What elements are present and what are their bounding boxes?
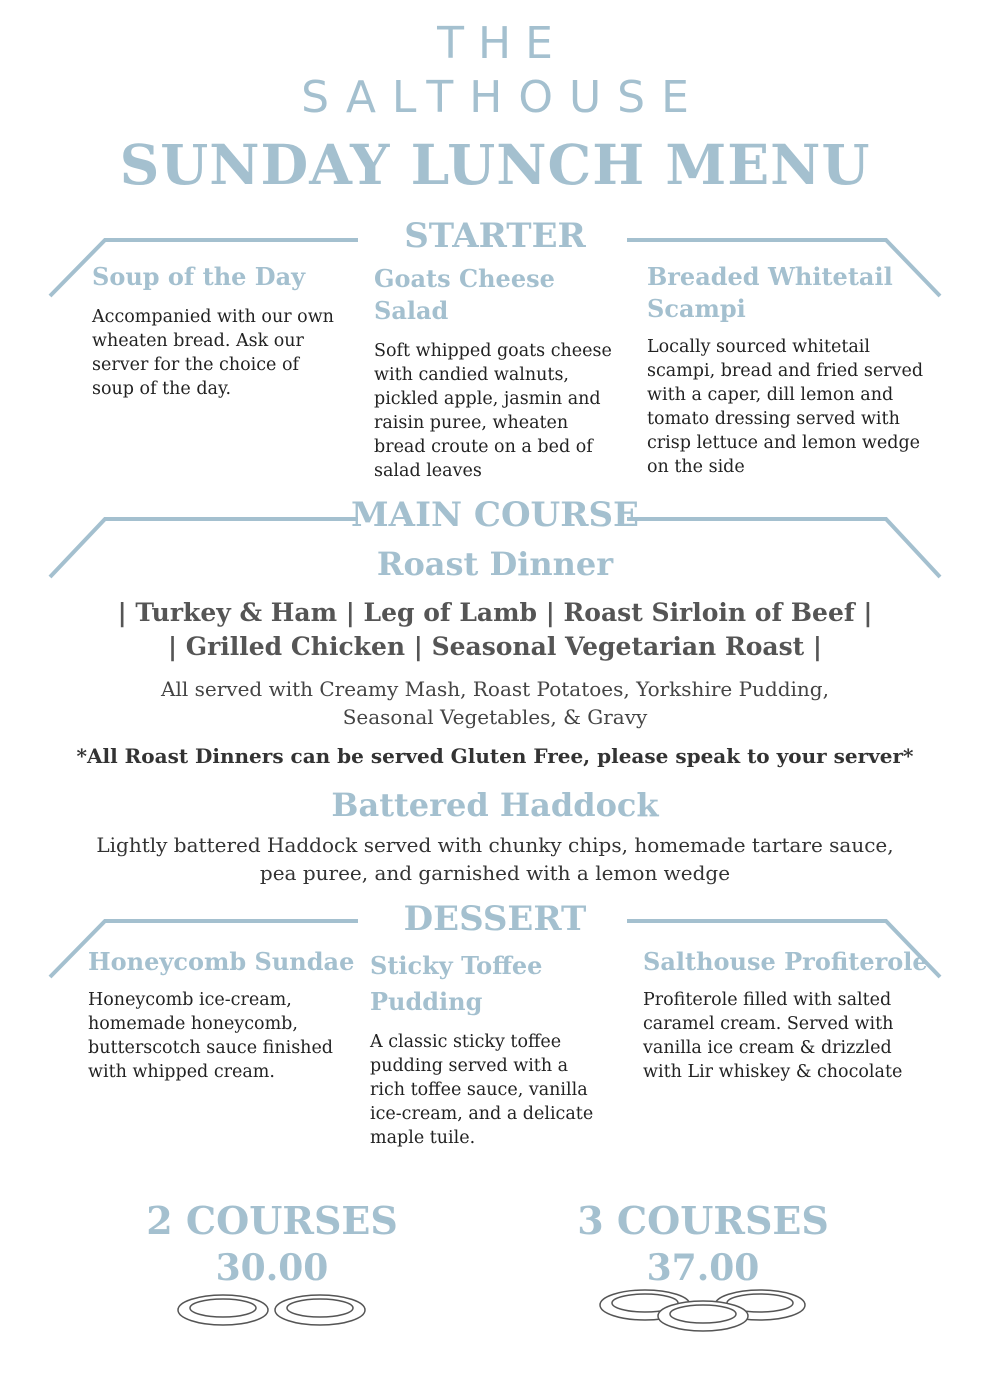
desc-line: pudding served with a [370,1056,569,1076]
dessert-heading: DESSERT [403,899,587,939]
plate-icon [178,1295,268,1325]
menu-title: SUNDAY LUNCH MENU [119,132,871,197]
price-value: 37.00 [646,1247,760,1289]
plate-icon [658,1301,748,1331]
desc-line: with a caper, dill lemon and [647,385,894,405]
haddock-desc-line-1: Lightly battered Haddock served with chunky chips, homemade tartare sauce, [96,833,894,857]
haddock-desc-line-2: pea puree, and garnished with a lemon wedge [259,861,731,885]
item-description [643,988,943,1084]
desc-line: caramel cream. Served with [643,1014,894,1034]
item-description [370,1030,620,1150]
desc-line: soup of the day. [92,379,232,399]
desc-line: Profiterole filled with salted [643,990,892,1010]
desc-line: vanilla ice cream & drizzled [643,1038,892,1058]
item-description [374,339,634,483]
roast-served-line-1: All served with Creamy Mash, Roast Potatoes, Yorkshire Pudding, [161,677,829,701]
item-title: Honeycomb Sundae [88,947,355,976]
desc-line: server for the choice of [92,355,299,375]
title-line: Breaded Whitetail [647,262,893,291]
starter-item-soup [92,261,362,401]
title-line: Scampi [647,294,746,323]
roast-options-line-1: | Turkey & Ham | Leg of Lamb | Roast Sirloin of Beef | [117,598,873,627]
roast-options-line-2: | Grilled Chicken | Seasonal Vegetarian Roast | [167,632,823,661]
dessert-item-honeycomb [88,946,358,1084]
desc-line: A classic sticky toffee [370,1032,562,1052]
desc-line: salad leaves [374,461,482,481]
desc-line: Honeycomb ice-cream, [88,990,292,1010]
logo-salthouse: SALTHOUSE [301,72,705,123]
haddock-title: Battered Haddock [331,786,659,824]
plates-3-icon [592,1283,814,1339]
desc-line: tomato dressing served with [647,409,900,429]
title-line: Pudding [370,987,483,1016]
item-title: Soup of the Day [92,262,306,291]
price-block-2-courses [122,1198,422,1289]
main-course-heading: MAIN COURSE [351,495,639,535]
item-title [370,948,620,1020]
dessert-item-profiterole [643,946,943,1084]
logo-the: THE [437,18,567,69]
desc-line: raisin puree, wheaten [374,413,569,433]
item-title: Salthouse Profiterole [643,947,928,976]
desc-line: Accompanied with our own [92,307,334,327]
item-title: Goats Cheese Salad [374,264,555,325]
desc-line: with Lir whiskey & chocolate [643,1062,903,1082]
desc-line: bread croute on a bed of [374,437,593,457]
gluten-free-note: *All Roast Dinners can be served Gluten Free, please speak to your server* [76,744,914,768]
price-block-3-courses [553,1198,853,1289]
price-label: 3 COURSES [577,1198,829,1243]
desc-line: wheaten bread. Ask our [92,331,304,351]
desc-line: Soft whipped goats cheese [374,341,612,361]
starter-item-scampi [647,261,947,479]
title-line: Sticky Toffee [370,951,543,980]
dessert-item-sticky-toffee [370,948,620,1150]
price-value: 30.00 [215,1247,329,1289]
item-description [88,988,358,1084]
desc-line: maple tuile. [370,1128,476,1148]
desc-line: scampi, bread and fried served [647,361,924,381]
roast-served-line-2: Seasonal Vegetables, & Gravy [342,705,648,729]
item-description [647,335,947,479]
item-description [92,305,362,401]
desc-line: butterscotch sauce finished [88,1038,333,1058]
desc-line: ice-cream, and a delicate [370,1104,594,1124]
desc-line: with whipped cream. [88,1062,275,1082]
desc-line: on the side [647,457,745,477]
plate-icon [275,1295,365,1325]
starter-heading: STARTER [404,216,586,256]
roast-dinner-title: Roast Dinner [376,545,614,583]
desc-line: Locally sourced whitetail [647,337,871,357]
plates-2-icon [170,1286,380,1334]
item-title [647,261,947,325]
desc-line: with candied walnuts, [374,365,569,385]
desc-line: pickled apple, jasmin and [374,389,601,409]
starter-item-goats-cheese [374,263,634,483]
desc-line: homemade honeycomb, [88,1014,298,1034]
desc-line: rich toffee sauce, vanilla [370,1080,588,1100]
desc-line: crisp lettuce and lemon wedge [647,433,921,453]
price-label: 2 COURSES [146,1198,398,1243]
